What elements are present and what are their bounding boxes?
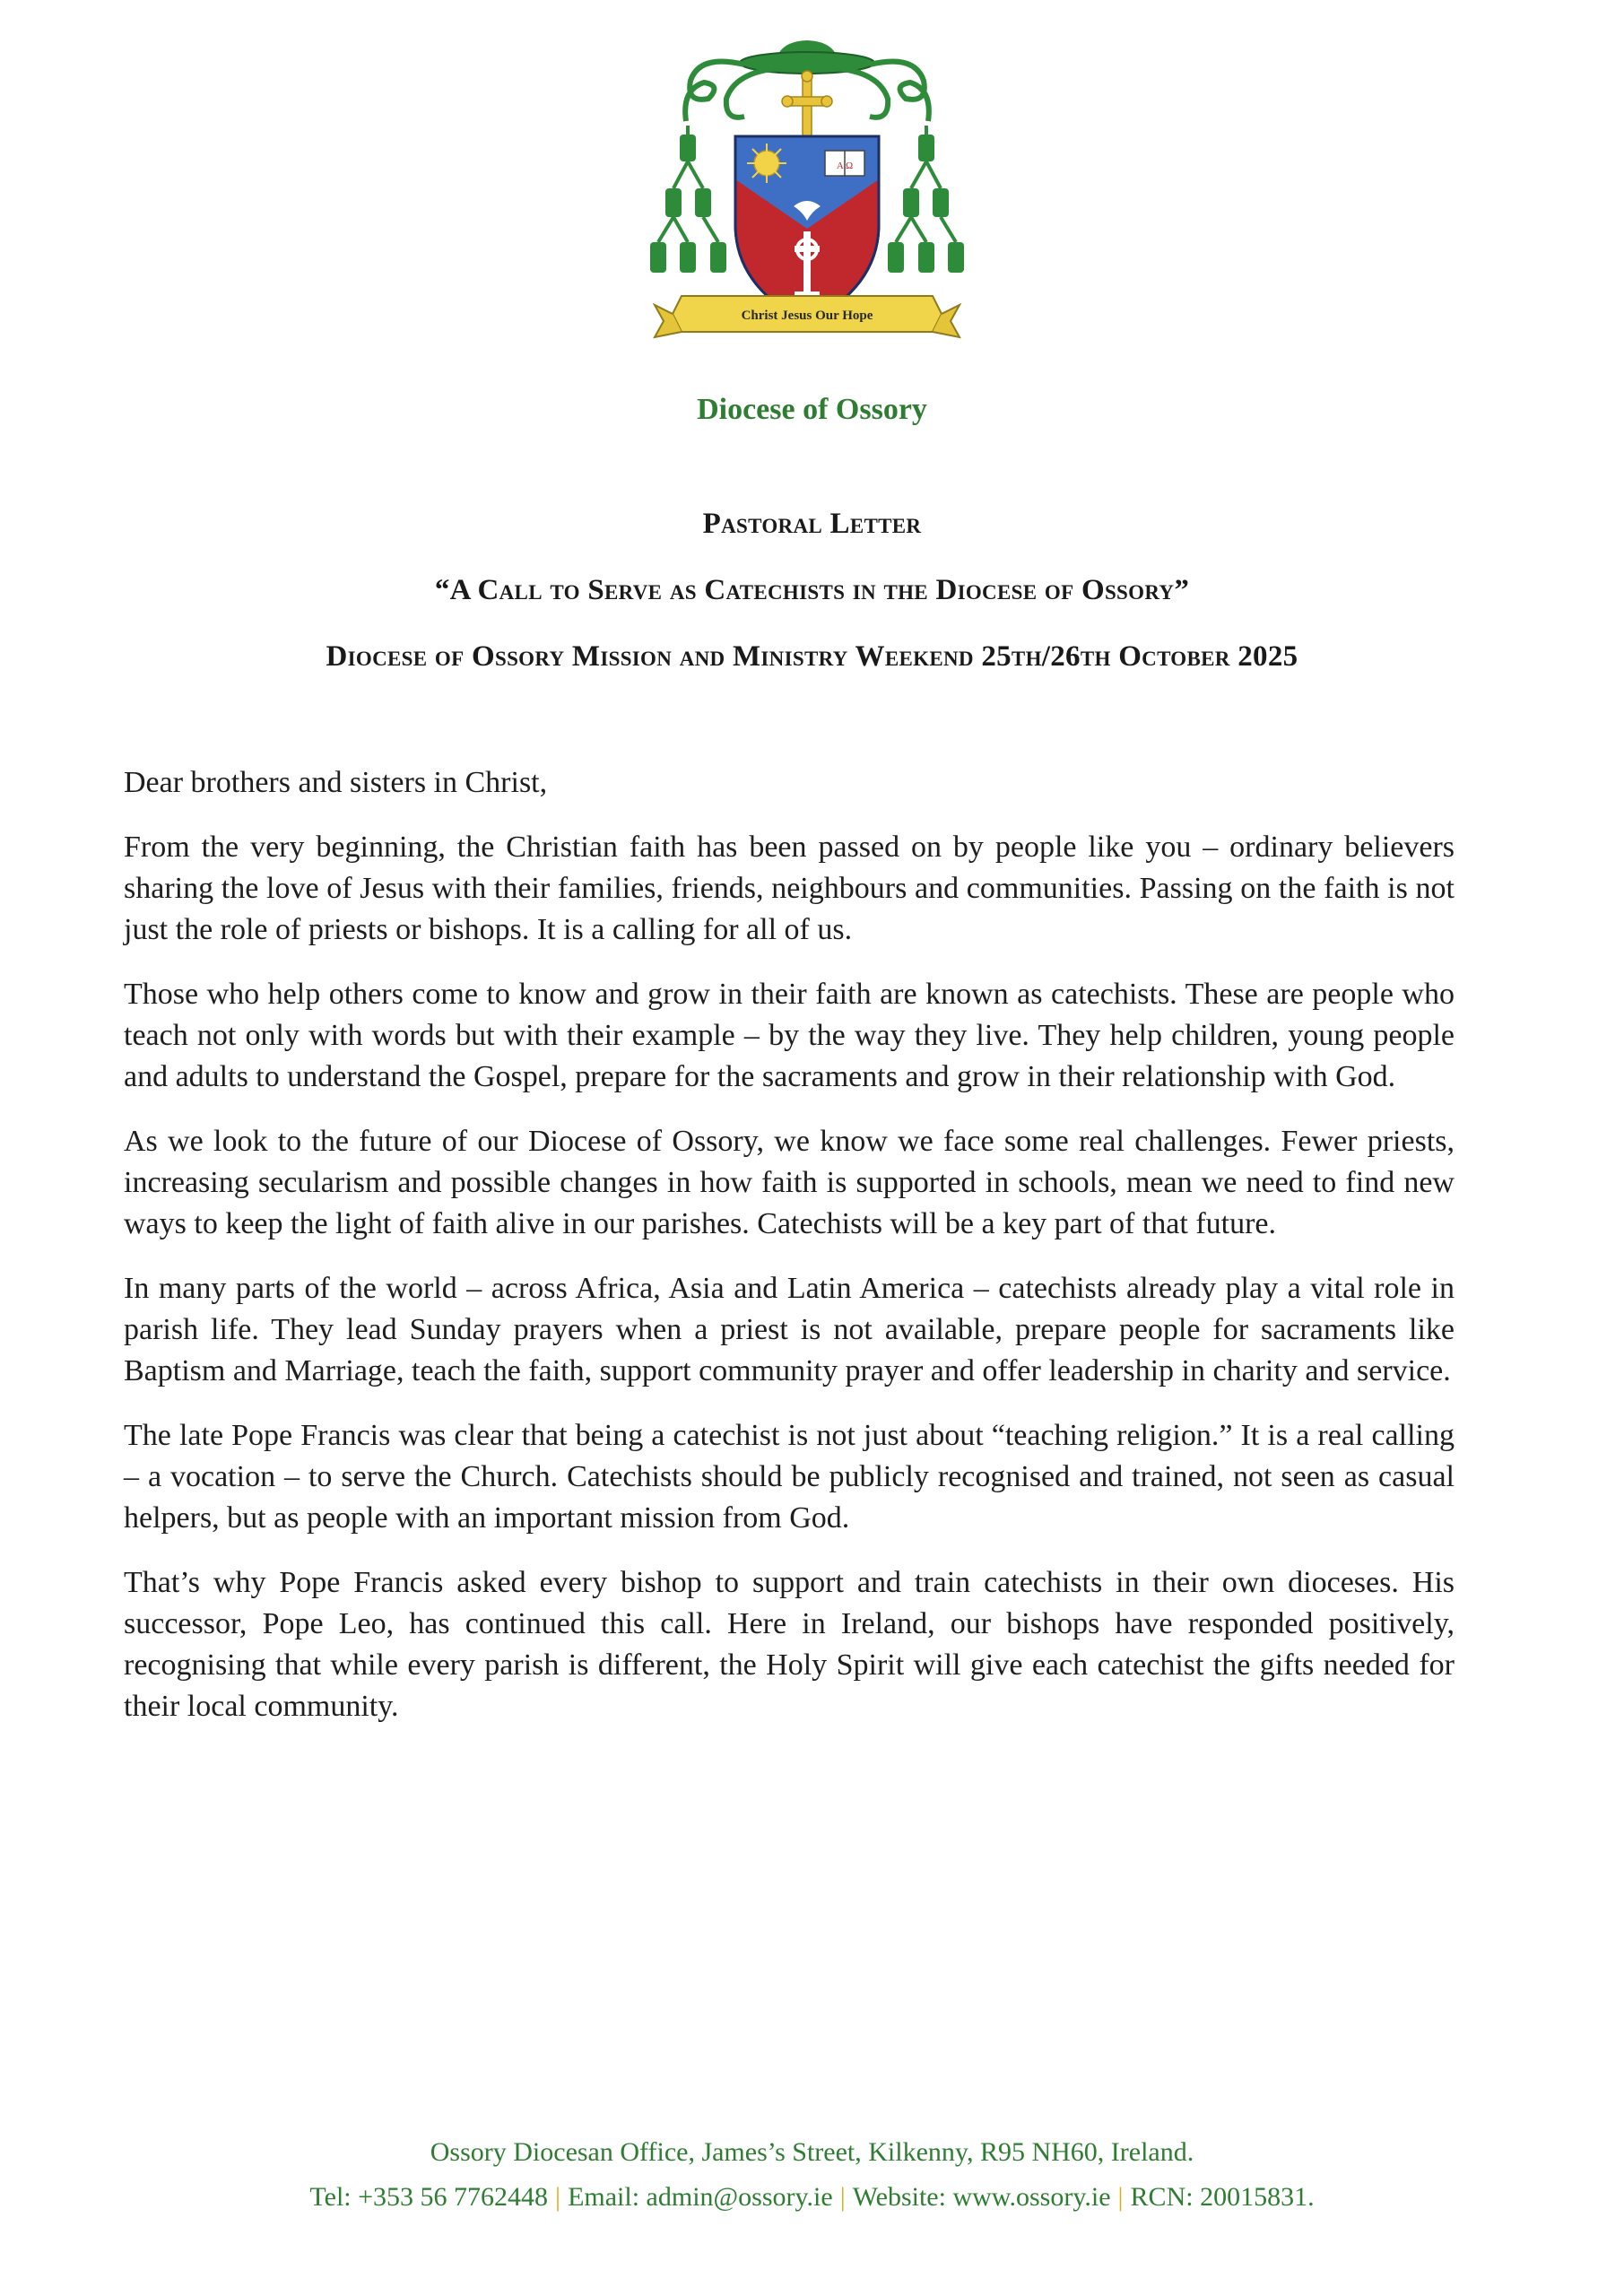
crest-motto: Christ Jesus Our Hope xyxy=(741,309,873,323)
footer-website-link[interactable]: Website: www.ossory.ie xyxy=(852,2182,1111,2212)
letter-type-heading: Pastoral Letter xyxy=(702,508,922,540)
shield-icon xyxy=(735,136,879,323)
diocese-name-header: Diocese of Ossory xyxy=(697,393,927,426)
letter-title-heading: “A Call to Serve as Catechists in the Diocese of Ossory” xyxy=(434,574,1190,606)
galero-hat-icon xyxy=(740,40,874,74)
body-paragraph: Those who help others come to know and grow in their faith are known as catechists. These are people who teach not only with words but with their example – by the way they live. They help children, young people and adults to understand the Gospel, prepare for the sacraments and grow in their relationship with God. xyxy=(124,978,1455,1093)
book-letters: A Ω xyxy=(836,161,854,171)
body-paragraph: As we look to the future of our Diocese of Ossory, we know we face some real challenges. Fewer priests, increasing secularism and possible changes in how faith is supported in schools, mean we need to find new ways to keep the light of faith alive in our parishes. Catechists will be a key part of that future. xyxy=(124,1125,1455,1240)
footer-separator: | xyxy=(1117,2182,1124,2212)
footer-contact-line xyxy=(0,2182,1624,2213)
left-tassels-icon xyxy=(650,126,726,273)
right-tassels-icon xyxy=(888,126,964,273)
body-paragraph: The late Pope Francis was clear that being a catechist is not just about “teaching religion.” It is a real calling – a vocation – to serve the Church. Catechists should be publicly recognised and trained, not seen as casual helpers, but as people with an important mission from God. xyxy=(124,1419,1455,1535)
footer-separator: | xyxy=(839,2182,846,2212)
footer-email-link[interactable]: Email: admin@ossory.ie xyxy=(568,2182,833,2212)
event-heading: Diocese of Ossory Mission and Ministry Weekend 25th/26th October 2025 xyxy=(326,640,1298,673)
coat-of-arms-emblem xyxy=(646,36,968,368)
body-paragraph: In many parts of the world – across Africa, Asia and Latin America – catechists already play a vital role in parish life. They lead Sunday prayers when a priest is not available, prepare people for sacraments like Baptism and Marriage, teach the faith, support community prayer and offer leadership in charity and service. xyxy=(124,1272,1455,1387)
footer-rcn: RCN: 20015831. xyxy=(1130,2182,1315,2212)
letter-body xyxy=(124,762,1455,1751)
body-paragraph: From the very beginning, the Christian faith has been passed on by people like you – ordinary believers sharing the love of Jesus with their families, friends, neighbours and communities. Passing on the faith is not just the role of priests or bishops. It is a calling for all of us. xyxy=(124,831,1455,946)
footer-address: Ossory Diocesan Office, James’s Street, Kilkenny, R95 NH60, Ireland. xyxy=(430,2137,1194,2167)
footer-telephone: Tel: +353 56 7762448 xyxy=(309,2182,549,2212)
body-paragraph: That’s why Pope Francis asked every bishop to support and train catechists in their own dioceses. His successor, Pope Leo, has continued this call. Here in Ireland, our bishops have responded positively, recognising that while every parish is different, the Holy Spirit will give each catechist the gifts needed for their local community. xyxy=(124,1566,1455,1723)
salutation: Dear brothers and sisters in Christ, xyxy=(124,766,548,799)
footer-separator: | xyxy=(555,2182,561,2212)
